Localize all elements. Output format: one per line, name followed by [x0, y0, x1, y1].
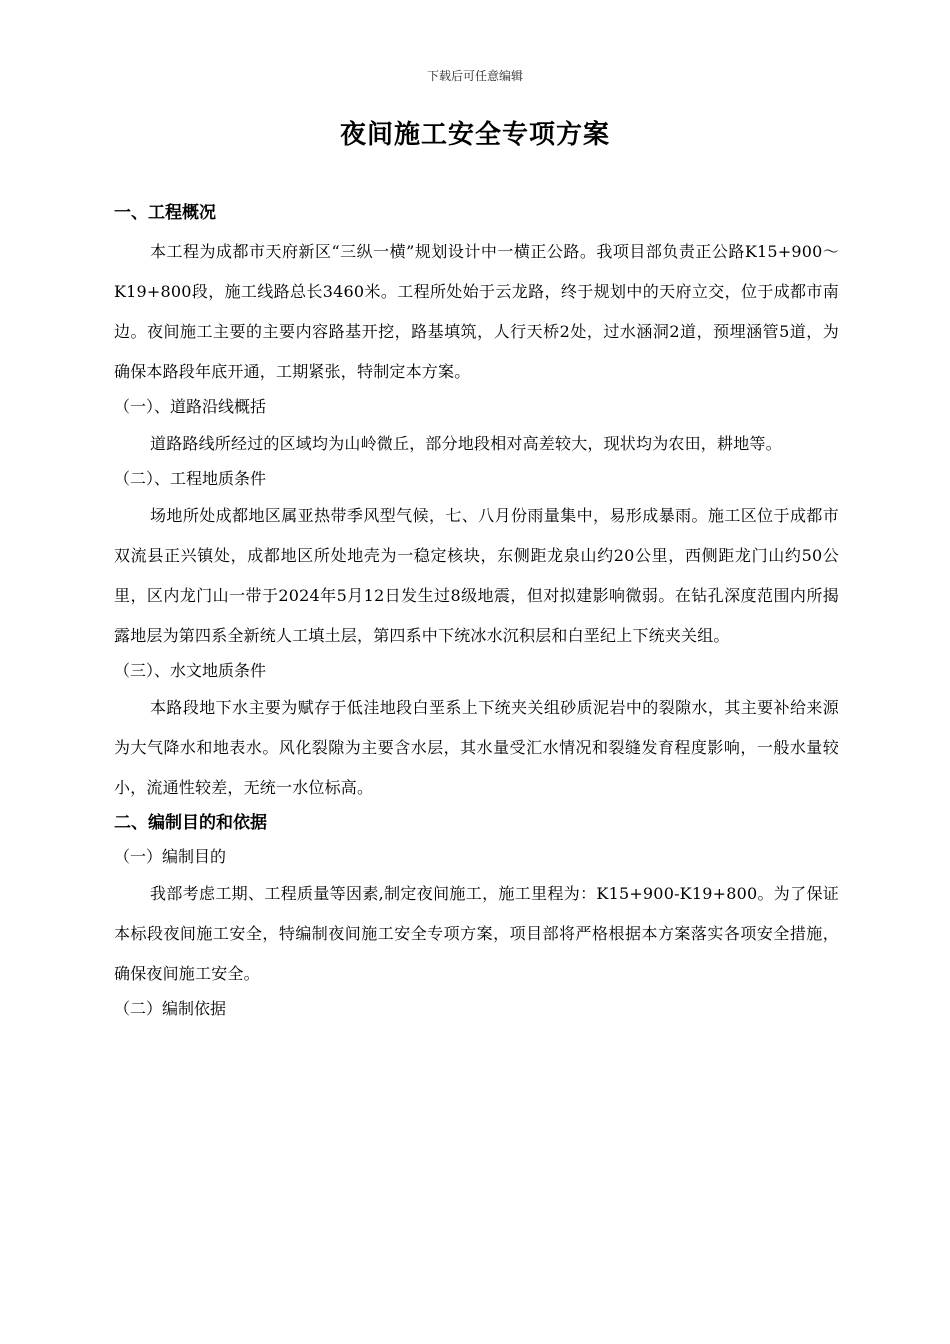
document-body	[114, 198, 839, 1026]
section-1a-heading: （一）、道路沿线概括	[114, 397, 267, 416]
section-1c-paragraph: 本路段地下水主要为赋存于低洼地段白垩系上下统夹关组砂质泥岩中的裂隙水，其主要补给来源为大气降水和地表水。风化裂隙为主要含水层，其水量受汇水情况和裂缝发育程度影响，一般水量较小，流通性较差，无统一水位标高。	[114, 698, 839, 797]
section-2a-paragraph: 我部考虑工期、工程质量等因素,制定夜间施工，施工里程为：K15+900-K19+800。为了保证本标段夜间施工安全，特编制夜间施工安全专项方案，项目部将严格根据本方案落实各项安全措施，确保夜间施工安全。	[114, 884, 839, 983]
section-2-heading: 二、编制目的和依据	[114, 813, 267, 833]
section-2a-heading: （一）编制目的	[114, 847, 227, 866]
section-1b-heading: （二）、工程地质条件	[114, 469, 267, 488]
section-1c-heading: （三）、水文地质条件	[114, 661, 267, 680]
section-1a-paragraph: 道路路线所经过的区域均为山岭微丘，部分地段相对高差较大，现状均为农田，耕地等。	[150, 434, 782, 453]
document-title: 夜间施工安全专项方案	[339, 120, 610, 150]
section-2b-heading: （二）编制依据	[114, 999, 227, 1018]
section-1-paragraph: 本工程为成都市天府新区“三纵一横”规划设计中一横正公路。我项目部负责正公路K15+900～K19+800段，施工线路总长3460米。工程所处始于云龙路，终于规划中的天府立交，位于成都市南边。夜间施工主要的主要内容路基开挖，路基填筑，人行天桥2处，过水涵洞2道，预埋涵管5道，为确保本路段年底开通，工期紧张，特制定本方案。	[114, 242, 839, 381]
section-1-heading: 一、工程概况	[114, 203, 216, 223]
header-note: 下载后可任意编辑	[426, 69, 523, 83]
section-1b-paragraph: 场地所处成都地区属亚热带季风型气候，七、八月份雨量集中，易形成暴雨。施工区位于成都市双流县正兴镇处，成都地区所处地壳为一稳定核块，东侧距龙泉山约20公里，西侧距龙门山约50公里，区内龙门山一带于2024年5月12日发生过8级地震，但对拟建影响微弱。在钻孔深度范围内所揭露地层为第四系全新统人工填土层，第四系中下统冰水沉积层和白垩纪上下统夹关组。	[114, 506, 839, 645]
